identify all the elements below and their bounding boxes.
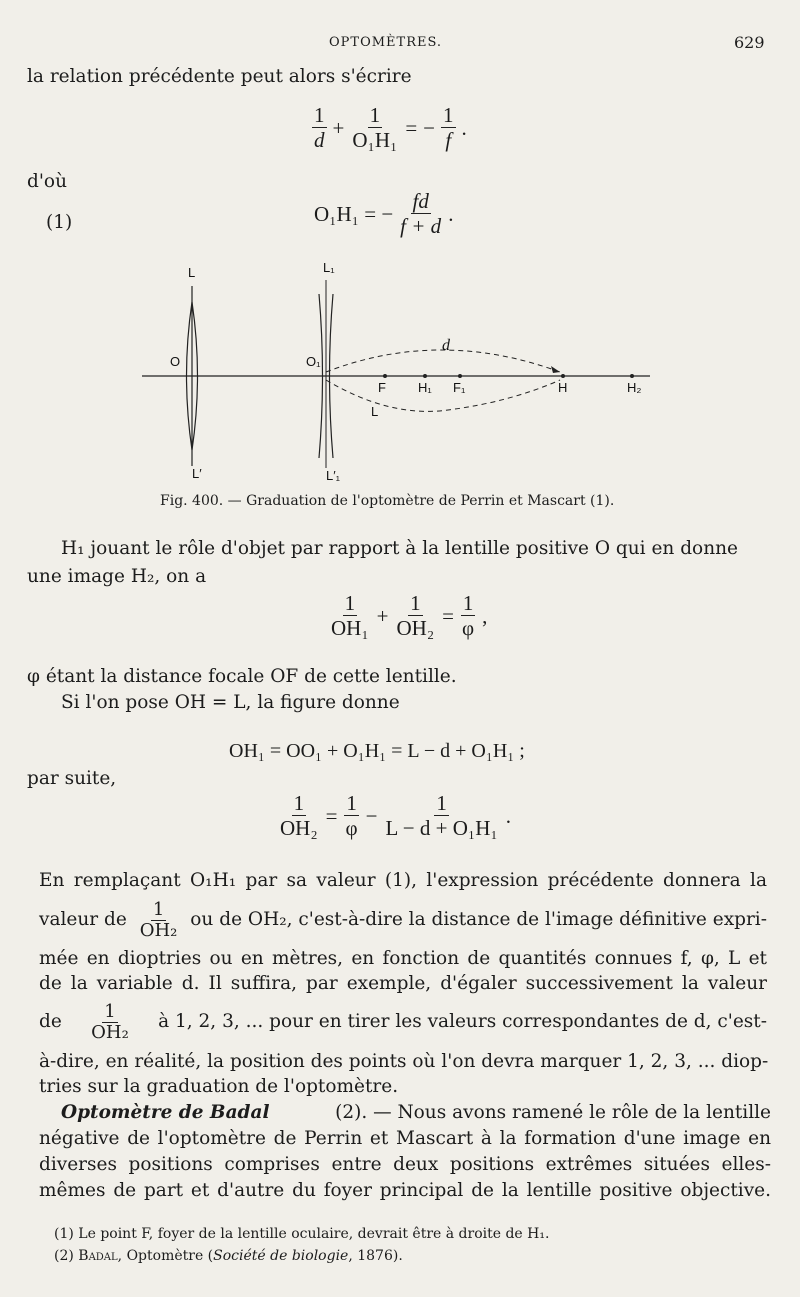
- paragraph-2-line-7: tries sur la graduation de l'optomètre.: [39, 1076, 399, 1097]
- paragraph-3-line-4: mêmes de part et d'autre du foyer principal de la lentille positive objective.: [39, 1180, 771, 1201]
- paragraph-3-line-3: diverses positions comprises entre deux positions extrêmes situées elles-: [39, 1154, 771, 1175]
- paragraph-3-line-1: Optomètre de Badal (2). — Nous avons ramené le rôle de la lentille: [61, 1102, 771, 1123]
- figure-caption: Fig. 400. — Graduation de l'optomètre de Perrin et Mascart (1).: [160, 493, 615, 509]
- label-L1: L₁: [323, 260, 335, 275]
- equation-1: O₁H₁ = − $\frac{fd}{f + d}$ .: [314, 189, 454, 239]
- label-H1: H₁: [418, 380, 432, 395]
- label-L: L: [188, 265, 196, 280]
- paragraph-2-line-5: de $\frac{1}{\text{OH₂}}$ à 1, 2, 3, ... pour en tirer les valeurs correspondantes de d, c'est-: [39, 1001, 767, 1043]
- badal-heading: Optomètre de Badal: [61, 1102, 270, 1123]
- paragraph-2-line-3: mée en dioptries ou en mètres, en fonction de quantités connues f, φ, L et: [39, 948, 767, 969]
- label-O1: O₁: [306, 354, 321, 369]
- equation-oh2: $\frac{1}{\text{OH₂}}$ = $\frac{1}{\varphi}$ − $\frac{1}{\text{L − d + O₁H₁}}$ .: [280, 791, 511, 841]
- intro-line: la relation précédente peut alors s'écrire: [27, 66, 412, 87]
- running-title: OPTOMÈTRES.: [329, 35, 443, 50]
- dou-line: d'où: [27, 171, 67, 192]
- label-O: O: [170, 354, 181, 369]
- label-L-prime: L′: [192, 466, 202, 481]
- paragraph-3-line-2: négative de l'optomètre de Perrin et Mascart à la formation d'une image en: [39, 1128, 771, 1149]
- paragraph-2-line-6: à-dire, en réalité, la position des points où l'on devra marquer 1, 2, 3, ... diop-: [39, 1051, 769, 1072]
- paragraph-h1-line-1: H₁ jouant le rôle d'objet par rapport à la lentille positive O qui en donne: [61, 538, 738, 559]
- label-F1: F₁: [453, 380, 466, 395]
- optometer-diagram: [130, 260, 660, 485]
- footnote-2-author: Badal: [78, 1248, 118, 1264]
- paragraph-2-line-4: de la variable d. Il suffira, par exemple, d'égaler successivement la valeur: [39, 973, 767, 994]
- label-H: H: [558, 380, 568, 395]
- label-L1-prime: L′₁: [326, 468, 341, 483]
- label-d: d: [442, 337, 450, 354]
- label-F: F: [378, 380, 386, 395]
- page-number: 629: [734, 33, 765, 52]
- paragraph-2-line-1: En remplaçant O₁H₁ par sa valeur (1), l'expression précédente donnera la: [39, 870, 767, 891]
- footnote-1: (1) Le point F, foyer de la lentille oculaire, devrait être à droite de H₁.: [54, 1226, 550, 1242]
- equation-lens-relation: $\frac{1}{d}$ + $\frac{1}{\text{O₁H₁}}$ = − $\frac{1}{f}$ .: [314, 103, 467, 153]
- footnote-2-journal: Société de biologie: [213, 1248, 349, 1264]
- paragraph-h1-line-2: une image H₂, on a: [27, 566, 207, 587]
- label-H2: H₂: [627, 380, 642, 395]
- equation-conjugate: $\frac{1}{\text{OH₁}}$ + $\frac{1}{\text{OH₂}}$ = $\frac{1}{\varphi}$ ,: [331, 591, 488, 641]
- phi-definition-line: φ étant la distance focale OF de cette lentille.: [27, 666, 457, 687]
- paragraph-2-line-2: valeur de $\frac{1}{\text{OH₂}}$ ou de OH₂, c'est-à-dire la distance de l'image définitive expri-: [39, 899, 767, 941]
- label-L-bottom: L: [371, 404, 379, 419]
- equation-oh1: OH₁ = OO₁ + O₁H₁ = L − d + O₁H₁ ;: [229, 740, 525, 762]
- equation-number-1: (1): [46, 212, 73, 233]
- footnote-2: (2) Badal, Optomètre (Société de biologie, 1876).: [54, 1248, 403, 1264]
- si-on-pose-line: Si l'on pose OH = L, la figure donne: [61, 692, 400, 713]
- par-suite-line: par suite,: [27, 768, 117, 789]
